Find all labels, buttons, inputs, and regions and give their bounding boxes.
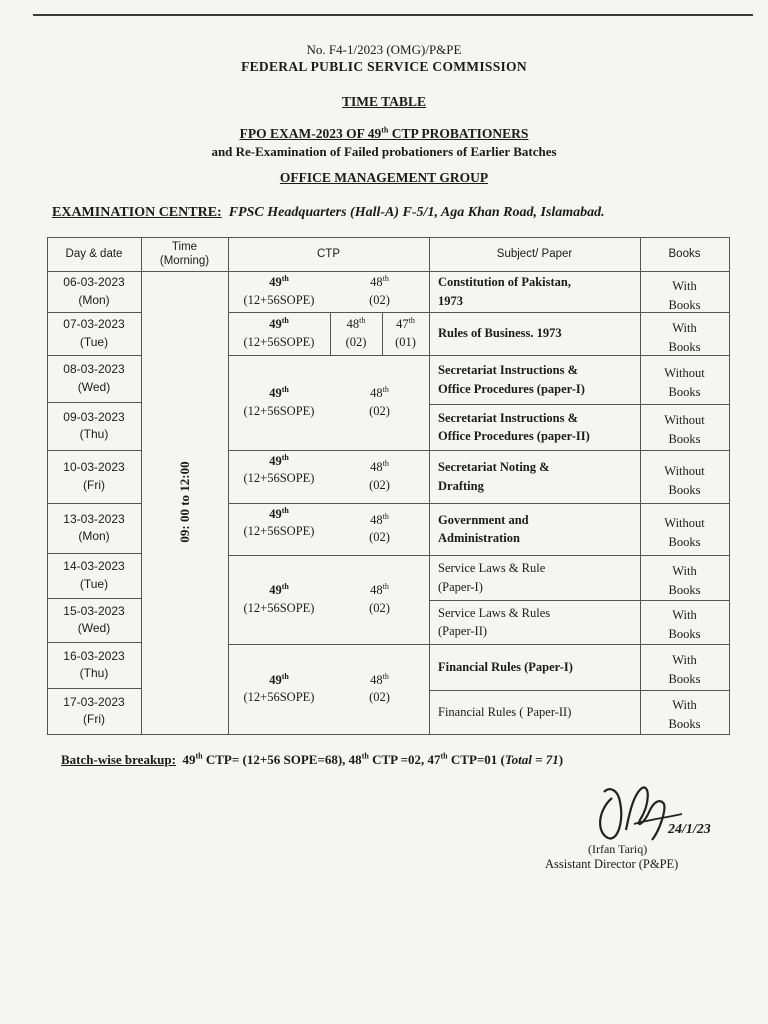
books-cell: With Books	[668, 653, 701, 686]
signature-date: 24/1/23	[668, 822, 711, 837]
centre-value: FPSC Headquarters (Hall-A) F-5/1, Aga Khan Road, Islamabad.	[228, 205, 605, 220]
examination-centre	[52, 205, 605, 221]
date-cell: 08-03-2023 (Wed)	[63, 362, 125, 394]
organization-name: FEDERAL PUBLIC SERVICE COMMISSION	[241, 59, 527, 74]
ctp-49-cell: 49th (12+56SOPE)	[243, 315, 315, 349]
subject-cell: Service Laws & Rule (Paper-I)	[438, 561, 546, 594]
date-cell: 16-03-2023 (Thu)	[63, 648, 125, 680]
centre-label: EXAMINATION CENTRE:	[52, 205, 222, 220]
date-cell: 14-03-2023 (Tue)	[63, 559, 125, 591]
group-name: OFFICE MANAGEMENT GROUP	[279, 170, 489, 185]
signatory-name: (Irfan Tariq)	[588, 842, 648, 856]
date-cell: 10-03-2023 (Fri)	[63, 460, 125, 492]
books-cell: With Books	[668, 608, 701, 641]
books-cell: Without Books	[664, 413, 705, 446]
ctp-49-cell: 49th (12+56SOPE)	[243, 671, 315, 704]
books-cell: With Books	[668, 278, 701, 312]
books-cell: Without Books	[664, 516, 705, 549]
subject-cell: Service Laws & Rules (Paper-II)	[438, 605, 551, 638]
subject-cell: Constitution of Pakistan, 1973	[438, 275, 572, 308]
books-cell: With Books	[668, 563, 701, 597]
books-cell: Without Books	[664, 365, 705, 399]
subject-cell: Financial Rules ( Paper-II)	[438, 704, 572, 719]
file-number: No. F4-1/2023 (OMG)/P&PE	[306, 42, 462, 57]
exam-title: FPO EXAM-2023 OF 49th CTP PROBATIONERS	[239, 125, 529, 141]
date-cell: 13-03-2023 (Mon)	[63, 511, 125, 543]
ctp-48-cell: 48th (02)	[369, 458, 390, 492]
ctp-48-cell: 48th (02)	[369, 511, 390, 544]
date-cell: 07-03-2023 (Tue)	[63, 317, 125, 349]
batch-breakup: Batch-wise breakup: 49th CTP= (12+56 SOPE=68), 48th CTP =02, 47th CTP=01 (Total = 71)	[61, 751, 564, 767]
header-ctp: CTP	[317, 247, 340, 260]
ctp-47-cell: 47th (01)	[395, 315, 416, 349]
books-cell: With Books	[668, 698, 701, 731]
ctp-48-cell: 48th (02)	[369, 581, 390, 615]
subject-cell: Secretariat Instructions & Office Procedures (paper-II)	[438, 410, 590, 443]
time-value: 09: 00 to 12:00	[177, 461, 192, 543]
date-cell: 06-03-2023 (Mon)	[63, 275, 125, 307]
ctp-48-cell: 48th (02)	[369, 671, 390, 704]
date-cell: 15-03-2023 (Wed)	[63, 603, 125, 635]
exam-subtitle: and Re-Examination of Failed probationers of Earlier Batches	[211, 144, 557, 159]
signature-mark	[590, 780, 700, 850]
ctp-49-cell: 49th (12+56SOPE)	[243, 581, 315, 615]
ctp-48-cell: 48th (02)	[369, 273, 390, 307]
books-cell: Without Books	[664, 463, 705, 497]
ctp-49-cell: 49th (12+56SOPE)	[243, 452, 315, 485]
books-cell: With Books	[668, 320, 701, 354]
document-title: TIME TABLE	[342, 94, 426, 109]
top-rule	[33, 14, 753, 16]
header-subject: Subject/ Paper	[496, 247, 573, 260]
header-books: Books	[668, 247, 701, 260]
subject-cell: Government and Administration	[438, 512, 529, 545]
header-day-date: Day & date	[65, 247, 123, 260]
signatory-designation: Assistant Director (P&PE)	[545, 857, 679, 871]
ctp-49-cell: 49th (12+56SOPE)	[243, 384, 315, 418]
ctp-48-cell: 48th (02)	[369, 384, 390, 418]
ctp-48-cell: 48th (02)	[345, 315, 367, 349]
grid-line	[47, 734, 730, 735]
subject-cell: Secretariat Instructions & Office Procedures (paper-I)	[438, 363, 585, 396]
ctp-49-cell: 49th (12+56SOPE)	[243, 273, 315, 307]
subject-cell: Secretariat Noting & Drafting	[438, 460, 550, 493]
date-cell: 17-03-2023 (Fri)	[63, 694, 125, 726]
date-cell: 09-03-2023 (Thu)	[63, 409, 125, 441]
header-time: Time (Morning)	[159, 240, 210, 267]
ctp-49-cell: 49th (12+56SOPE)	[243, 505, 315, 538]
grid-line	[729, 237, 730, 734]
subject-cell: Rules of Business. 1973	[438, 326, 562, 341]
subject-cell: Financial Rules (Paper-I)	[438, 659, 573, 674]
